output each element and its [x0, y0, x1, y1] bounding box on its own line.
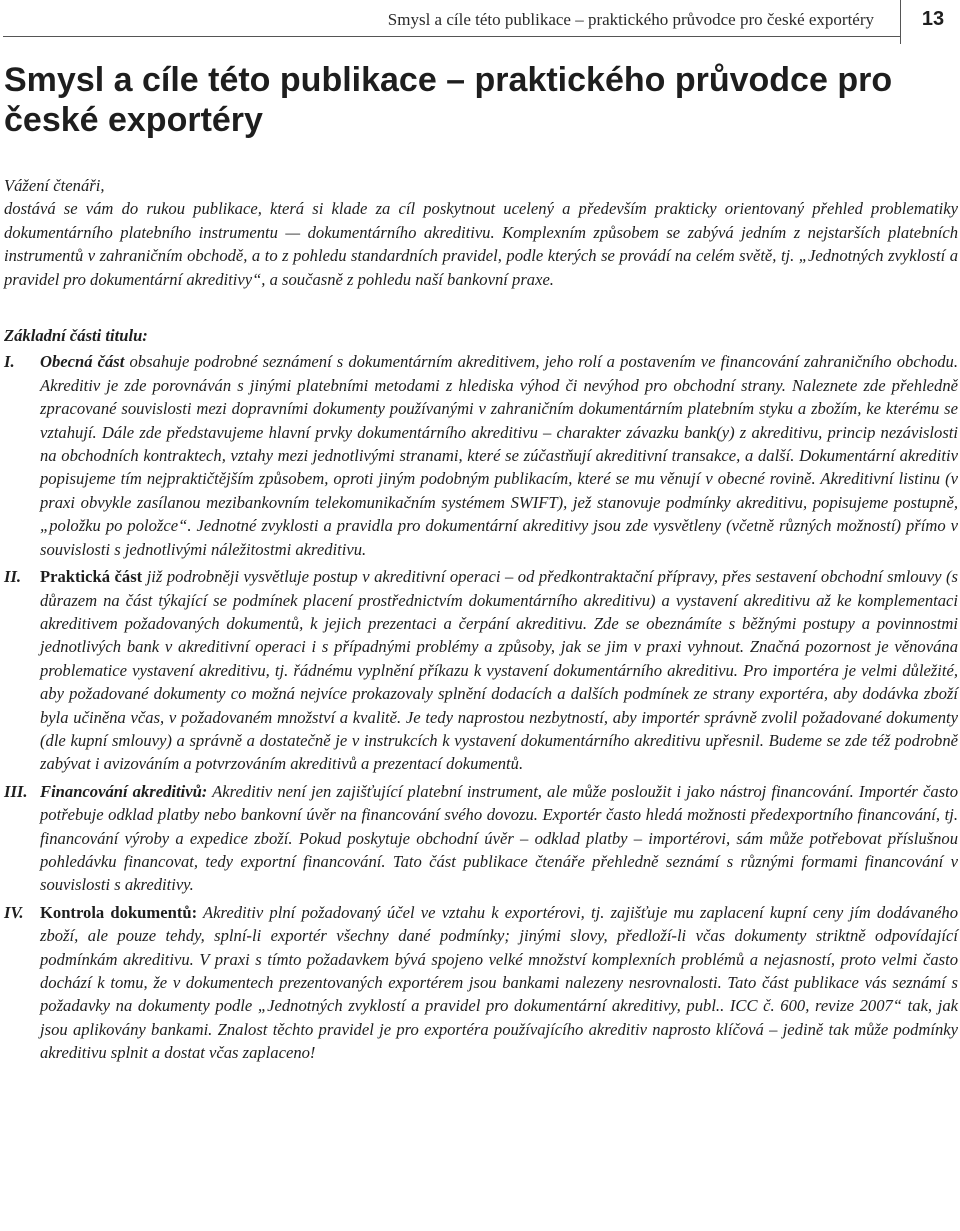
- page-number: 13: [921, 8, 945, 30]
- intro-paragraph: dostává se vám do rukou publikace, která si klade za cíl poskytnout ucelený a především prakticky orientovaný přehled problematiky dokumentárního platebního instrumentu — dokumentárního akreditivu. Komplexním způsobem se zabývá jedním z nejstarších platebních instrumentů v zahraničním obchodě, a to z pohledu standardních pravidel, podle kterých se provádí na celém světě, tj. „Jednotných zvyklostí a pravidel pro dokumentární akreditivy“, a současně z pohledu naší bankovní praxe.: [4, 199, 958, 289]
- section-lead: Financování akreditivů:: [40, 781, 208, 801]
- section-numeral: I.: [4, 352, 15, 372]
- section-lead: Obecná část: [40, 352, 125, 372]
- salutation: Vážení čtenáři,: [4, 176, 105, 195]
- section-document-check: [4, 901, 958, 1065]
- section-numeral: IV.: [4, 902, 24, 922]
- sections-heading: Základní části titulu:: [4, 326, 148, 346]
- section-lead: Praktická část: [40, 567, 143, 587]
- section-general: [4, 350, 958, 561]
- section-text: Akreditiv není jen zajišťující platební instrument, ale může posloužit i jako nástroj financování. Importér často potřebuje odklad platby nebo bankovní úvěr na financování svého dovozu. Exportér často hledá možnosti předexportního financování, tj. financování výroby a expedice zboží. Pokud poskytuje obchodní úvěr – odklad platby – importérovi, sám může potřebovat příslušnou pohledávku financovat, tedy exportní financování. Tato část publikace čtenáře přehledně seznámí s různými formami financování v souvislosti s akreditivy.: [40, 781, 958, 895]
- page-content: [4, 174, 958, 1069]
- section-numeral: II.: [4, 567, 22, 587]
- header-divider: [900, 0, 901, 44]
- section-text: Akreditiv plní požadovaný účel ve vztahu k exportérovi, tj. zajišťuje mu zaplacení kupní ceny jím dodávaného zboží, ale pouze tehdy, splní-li exportér všechny dané podmínky; jinými slovy, předloží-li včas dokumenty striktně odpovídající podmínkám akreditivu. V praxi s tímto požadavkem bývá spojeno velké množství komplexních problémů a nejasností, proto velmi často dochází k tomu, že v dokumentech prezentovaných exportérem jsou bankami nalezeny nesrovnalosti. Tato část publikace vás seznámí s požadavky na dokumenty podle „Jednotných zvyklostí a pravidel pro dokumentární akreditivy, publ.. ICC č. 600, revize 2007“ tak, jak jsou aplikovány bankami. Znalost těchto pravidel je pro exportéra používajícího akreditiv naprosto klíčová – jedině tak může podmínky akreditivu splnit a dostat včas zaplaceno!: [40, 902, 958, 1063]
- section-practical: [4, 565, 958, 776]
- section-financing: [4, 780, 958, 897]
- section-text: již podrobněji vysvětluje postup v akreditivní operaci – od předkontraktační přípravy, přes sestavení obchodní smlouvy (s důrazem na část týkající se podmínek placení prostřednictvím dokumentárního akreditivu) a vystavení akreditivu až ke komplementaci akreditivem požadovaných dokumentů, k jejich prezentaci a čerpání akreditivu. Zde se obeznámíte s běžnými postupy a povinnostmi jednotlivých bank v akreditivní operaci i s případnými problémy a způsoby, jak se jim v praxi vyhnout. Značná pozornost je věnována problematice vystavení akreditivu, tj. řádnému vyplnění příkazu k vystavení dokumentárního akreditivu. Pro importéra je velmi důležité, aby požadované dokumenty co možná nejvíce prokazovaly splnění dodacích a dalších podmínek ze strany exportéra, aby dodávka zboží byla učiněna včas, v požadovaném množství a kvalitě. Je tedy naprostou nezbytností, aby importér správně zvolil požadované dokumenty (dle kupní smlouvy) a správně a dostatečně je v instrukcích k vystavení dokumentárního akreditivu upřesnil. Budeme se zde též podrobně zabývat i avizováním a potvrzováním akreditivů a prezentací dokumentů.: [40, 567, 958, 774]
- section-text: obsahuje podrobné seznámení s dokumentárním akreditivem, jeho rolí a postavením ve financování zahraničního obchodu. Akreditiv je zde porovnáván s jinými platebními metodami z hlediska výhod či nevýhod pro obchodní strany. Naleznete zde přehledně zpracované souvislosti mezi dopravními dokumenty používanými v zahraničním dokumentárním platebním styku a zbožím, ke kterému se vztahují. Dále zde představujeme hlavní prvky dokumentárního akreditivu – charakter závazku bank(y) z akreditivu, princip nezávislosti na obchodních kontraktech, vztahy mezi jednotlivými stranami, které se zúčastňují akreditivní transakce, a další. Dokumentární akreditiv popisujeme tím nejpraktičtějším způsobem, oproti jiným podobným publikacím, které se mu věnují v obecné rovině. Akreditivní listinu (v praxi obvykle zasílanou mezibankovním telekomunikačním systémem SWIFT), jež stanovuje podmínky akreditivu, popisujeme postupně, „položku po položce“. Jednotné zvyklosti a pravidla pro dokumentární akreditivy jsou zde vysvětleny (včetně různých možností) přímo v souvislosti s jednotlivými náležitostmi akreditivu.: [40, 352, 958, 559]
- header-rule: [3, 36, 900, 37]
- running-title: Smysl a cíle této publikace – praktického průvodce pro české exportéry: [387, 10, 874, 29]
- running-header: [0, 0, 960, 44]
- page-title: Smysl a cíle této publikace – praktického průvodce pro české exportéry: [4, 61, 893, 139]
- section-lead: Kontrola dokumentů:: [40, 902, 198, 922]
- section-numeral: III.: [4, 781, 28, 801]
